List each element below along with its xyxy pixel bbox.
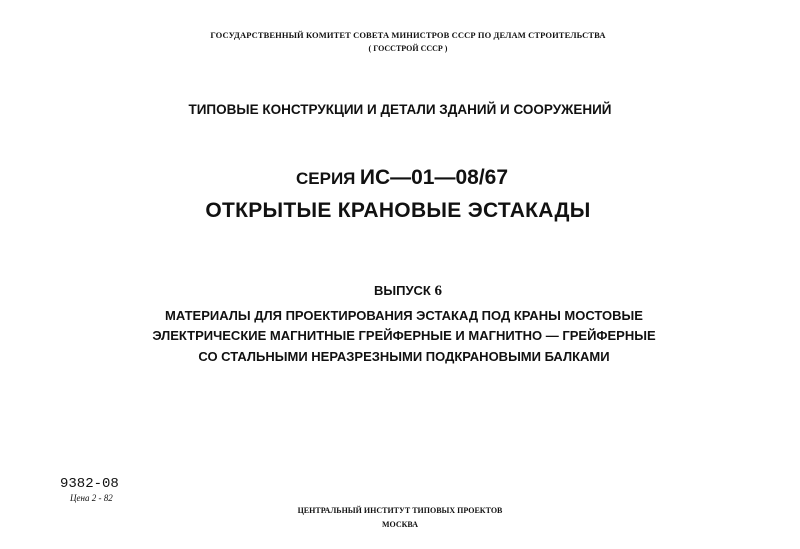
committee-abbreviation: ( ГОССТРОЙ СССР ): [368, 44, 448, 53]
publisher-institute: ЦЕНТРАЛЬНЫЙ ИНСТИТУТ ТИПОВЫХ ПРОЕКТОВ: [297, 506, 503, 515]
catalog-number: 9382-08: [60, 476, 119, 492]
series-code: ИС—01—08/67: [359, 166, 509, 189]
document-title: ОТКРЫТЫЕ КРАНОВЫЕ ЭСТАКАДЫ: [205, 199, 591, 222]
series-heading: [2, 166, 800, 190]
issue-number: 6: [434, 283, 442, 299]
publisher-city: МОСКВА: [381, 520, 419, 529]
issue-heading: [8, 283, 800, 300]
document-subtitle: ТИПОВЫЕ КОНСТРУКЦИИ И ДЕТАЛИ ЗДАНИЙ И СООРУЖЕНИЙ: [188, 102, 612, 117]
committee-name: ГОСУДАРСТВЕННЫЙ КОМИТЕТ СОВЕТА МИНИСТРОВ СССР ПО ДЕЛАМ СТРОИТЕЛЬСТВА: [210, 30, 606, 40]
description-line-1: МАТЕРИАЛЫ ДЛЯ ПРОЕКТИРОВАНИЯ ЭСТАКАД ПОД КРАНЫ МОСТОВЫЕ: [165, 308, 643, 323]
series-prefix: СЕРИЯ: [295, 169, 356, 188]
description-line-3: СО СТАЛЬНЫМИ НЕРАЗРЕЗНЫМИ ПОДКРАНОВЫМИ БАЛКАМИ: [198, 349, 610, 364]
description-line-2: ЭЛЕКТРИЧЕСКИЕ МАГНИТНЫЕ ГРЕЙФЕРНЫЕ И МАГНИТНО — ГРЕЙФЕРНЫЕ: [152, 328, 656, 343]
price-note: Цена 2 - 82: [70, 493, 113, 503]
issue-label: ВЫПУСК: [374, 283, 431, 298]
